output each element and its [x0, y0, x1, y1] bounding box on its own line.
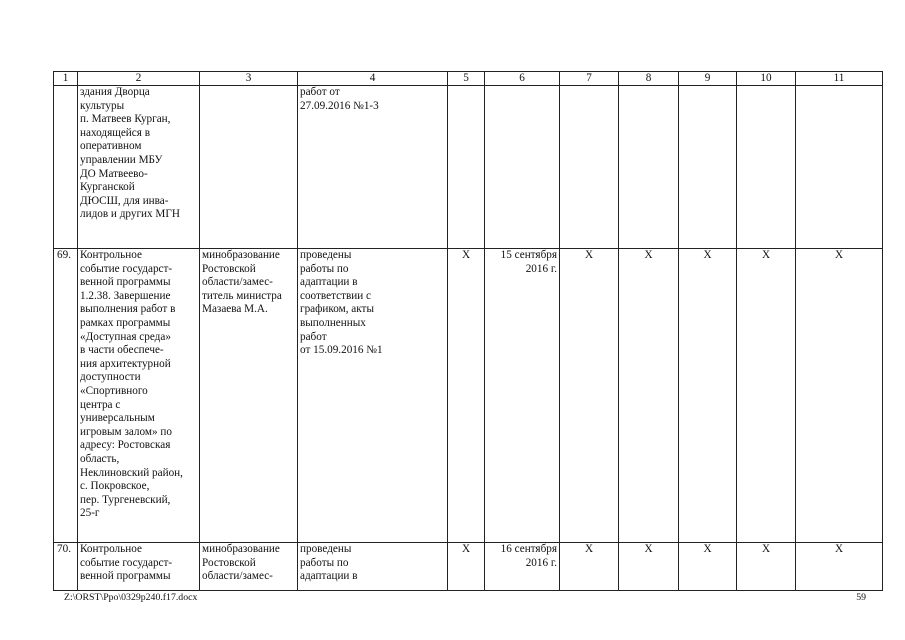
header-cell-11: 11 — [796, 72, 883, 86]
result-cell: проведены работы по адаптации в соответствии с графиком, акты выполненных работ от 15.09.2016 №1 — [298, 249, 448, 543]
date-cell: 16 сентября 2016 г. — [485, 543, 560, 591]
col5-cell: X — [448, 543, 485, 591]
footer-file-path: Z:\ORST\Ppo\0329p240.f17.docx — [64, 592, 198, 603]
header-cell-2: 2 — [78, 72, 200, 86]
col11-cell — [796, 86, 883, 249]
col5-cell: X — [448, 249, 485, 543]
header-cell-7: 7 — [560, 72, 619, 86]
header-cell-9: 9 — [679, 72, 737, 86]
table-row-70 — [54, 543, 883, 591]
col7-cell — [560, 86, 619, 249]
table-row-continuation — [54, 86, 883, 249]
header-cell-10: 10 — [737, 72, 796, 86]
col11-cell: X — [796, 543, 883, 591]
report-table — [53, 71, 883, 591]
col8-cell: X — [619, 543, 679, 591]
date-cell — [485, 86, 560, 249]
responsible-cell — [200, 86, 298, 249]
col8-cell — [619, 86, 679, 249]
event-name-cell: Контрольное событие государст- венной программы — [78, 543, 200, 591]
col7-cell: X — [560, 249, 619, 543]
col9-cell: X — [679, 249, 737, 543]
row-number-cell — [54, 86, 78, 249]
header-cell-6: 6 — [485, 72, 560, 86]
col5-cell — [448, 86, 485, 249]
result-cell: проведены работы по адаптации в — [298, 543, 448, 591]
col7-cell: X — [560, 543, 619, 591]
row-number-cell: 69. — [54, 249, 78, 543]
row-number-cell: 70. — [54, 543, 78, 591]
header-cell-3: 3 — [200, 72, 298, 86]
responsible-cell: минобразование Ростовской области/замес- титель министра Мазаева М.А. — [200, 249, 298, 543]
date-cell: 15 сентября 2016 г. — [485, 249, 560, 543]
event-name-cell: Контрольное событие государст- венной программы 1.2.38. Завершение выполнения работ в рамках программы «Доступная среда» в части обеспече- ния архитектурной доступности «Спортивного центра с универсальным игровым залом» по адресу: Ростовская область, Неклиновский район, с. Покровское, пер. Тургеневский, 25-г — [78, 249, 200, 543]
header-cell-5: 5 — [448, 72, 485, 86]
table-row-69 — [54, 249, 883, 543]
col11-cell: X — [796, 249, 883, 543]
page-number: 59 — [856, 592, 866, 603]
col10-cell: X — [737, 543, 796, 591]
responsible-cell: минобразование Ростовской области/замес- — [200, 543, 298, 591]
col8-cell: X — [619, 249, 679, 543]
header-cell-8: 8 — [619, 72, 679, 86]
header-cell-1: 1 — [54, 72, 78, 86]
header-cell-4: 4 — [298, 72, 448, 86]
col9-cell — [679, 86, 737, 249]
col9-cell: X — [679, 543, 737, 591]
col10-cell: X — [737, 249, 796, 543]
header-row — [54, 72, 883, 86]
result-cell: работ от 27.09.2016 №1-3 — [298, 86, 448, 249]
col10-cell — [737, 86, 796, 249]
event-name-cell: здания Дворца культуры п. Матвеев Курган, находящейся в оперативном управлении МБУ ДО Матвеево- Курганской ДЮСШ, для инва- лидов и других МГН — [78, 86, 200, 249]
